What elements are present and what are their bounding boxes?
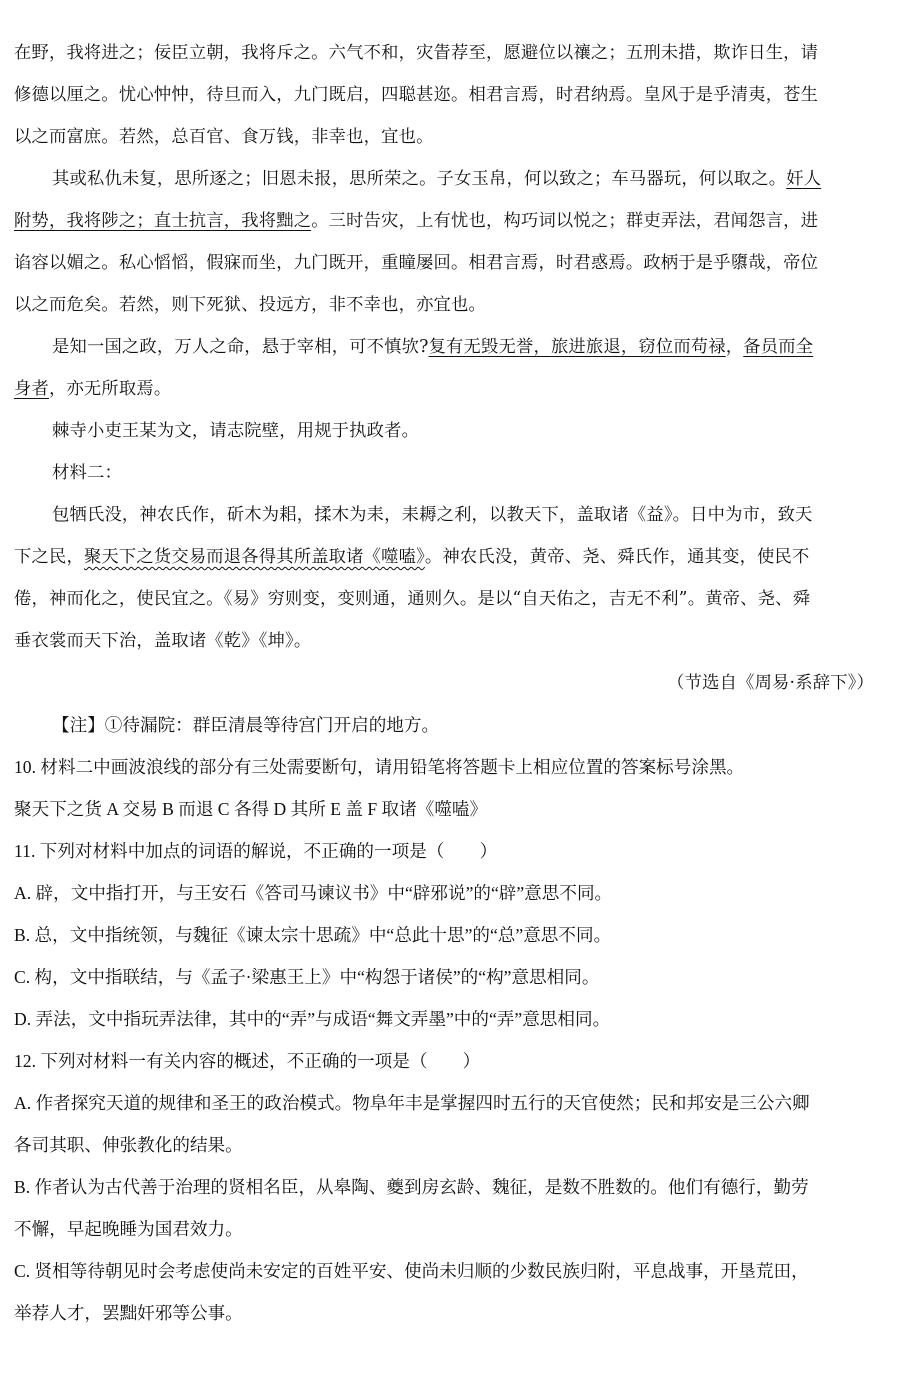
option-a-continued: 各司其职、伸张教化的结果。 (14, 1135, 243, 1155)
passage-line: 谄容以媚之。私心慆慆，假寐而坐，九门既开，重瞳屡回。相君言焉，时君惑焉。政柄于是乎隳哉，帝位 (14, 253, 819, 273)
passage-line: 身者，亦无所取焉。 (14, 379, 172, 399)
passage-line: 是知一国之政，万人之命，悬于宰相，可不慎欤?复有无毁无誉，旅进旅退，窃位而苟禄，备员而全 (52, 337, 814, 357)
passage-line: 垂衣裳而天下治，盖取诸《乾》《坤》。 (14, 631, 312, 651)
option-c: C. 构，文中指联结，与《孟子·梁惠王上》中“构怨于诸侯”的“构”意思相同。 (14, 967, 600, 987)
option-a: A. 辟，文中指打开，与王安石《答司马谏议书》中“辟邪说”的“辟”意思不同。 (14, 883, 613, 903)
option-c-continued: 举荐人才，罢黜奸邪等公事。 (14, 1303, 243, 1323)
underlined-phrase: 复有无毁无誉，旅进旅退，窃位而苟禄 (428, 337, 726, 357)
passage-line: 包牺氏没，神农氏作，斫木为耜，揉木为耒，耒耨之利，以教天下，盖取诸《益》。日中为市，致天 (52, 505, 813, 525)
passage-line: 以之而危矣。若然，则下死狱、投远方，非不幸也，亦宜也。 (14, 295, 486, 315)
option-b-continued: 不懈，早起晚睡为国君效力。 (14, 1219, 243, 1239)
passage-line: 在野，我将进之；佞臣立朝，我将斥之。六气不和，灾眚荐至，愿避位以禳之；五刑未措，欺诈日生，请 (14, 43, 819, 63)
passage-line: 棘寺小吏王某为文，请志院壁，用规于执政者。 (52, 421, 420, 441)
underlined-phrase: 身者 (14, 379, 49, 399)
passage-line: 倦，神而化之，使民宜之。《易》穷则变，变则通，通则久。是以“自天佑之，吉无不利”。黄帝、尧、舜 (14, 589, 811, 609)
option-c: C. 贤相等待朝见时会考虑使尚未安定的百姓平安、使尚未归顺的少数民族归附，平息战事，开垦荒田， (14, 1261, 809, 1281)
option-a: A. 作者探究天道的规律和圣王的政治模式。物阜年丰是掌握四时五行的天官使然；民和邦安是三公六卿 (14, 1093, 810, 1113)
underlined-phrase: 奸人 (786, 169, 822, 189)
question-12-stem: 12. 下列对材料一有关内容的概述，不正确的一项是（ ） (14, 1051, 481, 1071)
passage-line: 修德以厘之。忧心忡忡，待旦而入，九门既启，四聪甚迩。相君言焉，时君纳焉。皇风于是乎清夷，苍生 (14, 85, 819, 105)
option-b: B. 作者认为古代善于治理的贤相名臣，从皋陶、夔到房玄龄、魏征，是数不胜数的。他们有德行，勤劳 (14, 1177, 809, 1197)
passage-line: 以之而富庶。若然，总百官、食万钱，非幸也，宜也。 (14, 127, 434, 147)
option-b: B. 总，文中指统领，与魏征《谏太宗十思疏》中“总此十思”的“总”意思不同。 (14, 925, 612, 945)
option-d: D. 弄法，文中指玩弄法律，其中的“弄”与成语“舞文弄墨”中的“弄”意思相同。 (14, 1009, 611, 1029)
underlined-phrase: 备员而全 (743, 337, 814, 357)
question-11-stem: 11. 下列对材料中加点的词语的解说，不正确的一项是（ ） (14, 841, 498, 861)
passage-line: 其或私仇未复，思所逐之；旧恩未报，思所荣之。子女玉帛，何以致之；车马器玩，何以取之。奸人 (52, 169, 822, 189)
underlined-phrase: 附势，我将陟之；直士抗言，我将黜之 (14, 211, 312, 231)
footnote: 【注】①待漏院：群臣清晨等待宫门开启的地方。 (52, 715, 440, 735)
passage-line: 附势，我将陟之；直士抗言，我将黜之。三时告灾，上有忧也，构巧词以悦之；群吏弄法，君闻怨言，进 (14, 211, 819, 231)
question-10-stem: 10. 材料二中画波浪线的部分有三处需要断句，请用铅笔将答题卡上相应位置的答案标号涂黑。 (14, 757, 745, 777)
passage-line: 下之民，聚天下之货交易而退各得其所盖取诸《噬嗑》。神农氏没，黄帝、尧、舜氏作，通其变，使民不 (14, 547, 810, 567)
material-heading: 材料二： (52, 463, 122, 483)
source-citation: （节选自《周易·系辞下》） (667, 673, 874, 693)
question-10-line: 聚天下之货 A 交易 B 而退 C 各得 D 其所 E 盖 F 取诸《噬嗑》 (14, 799, 488, 819)
wavy-underlined-phrase: 聚天下之货交易而退各得其所盖取诸《噬嗑》 (83, 547, 425, 567)
